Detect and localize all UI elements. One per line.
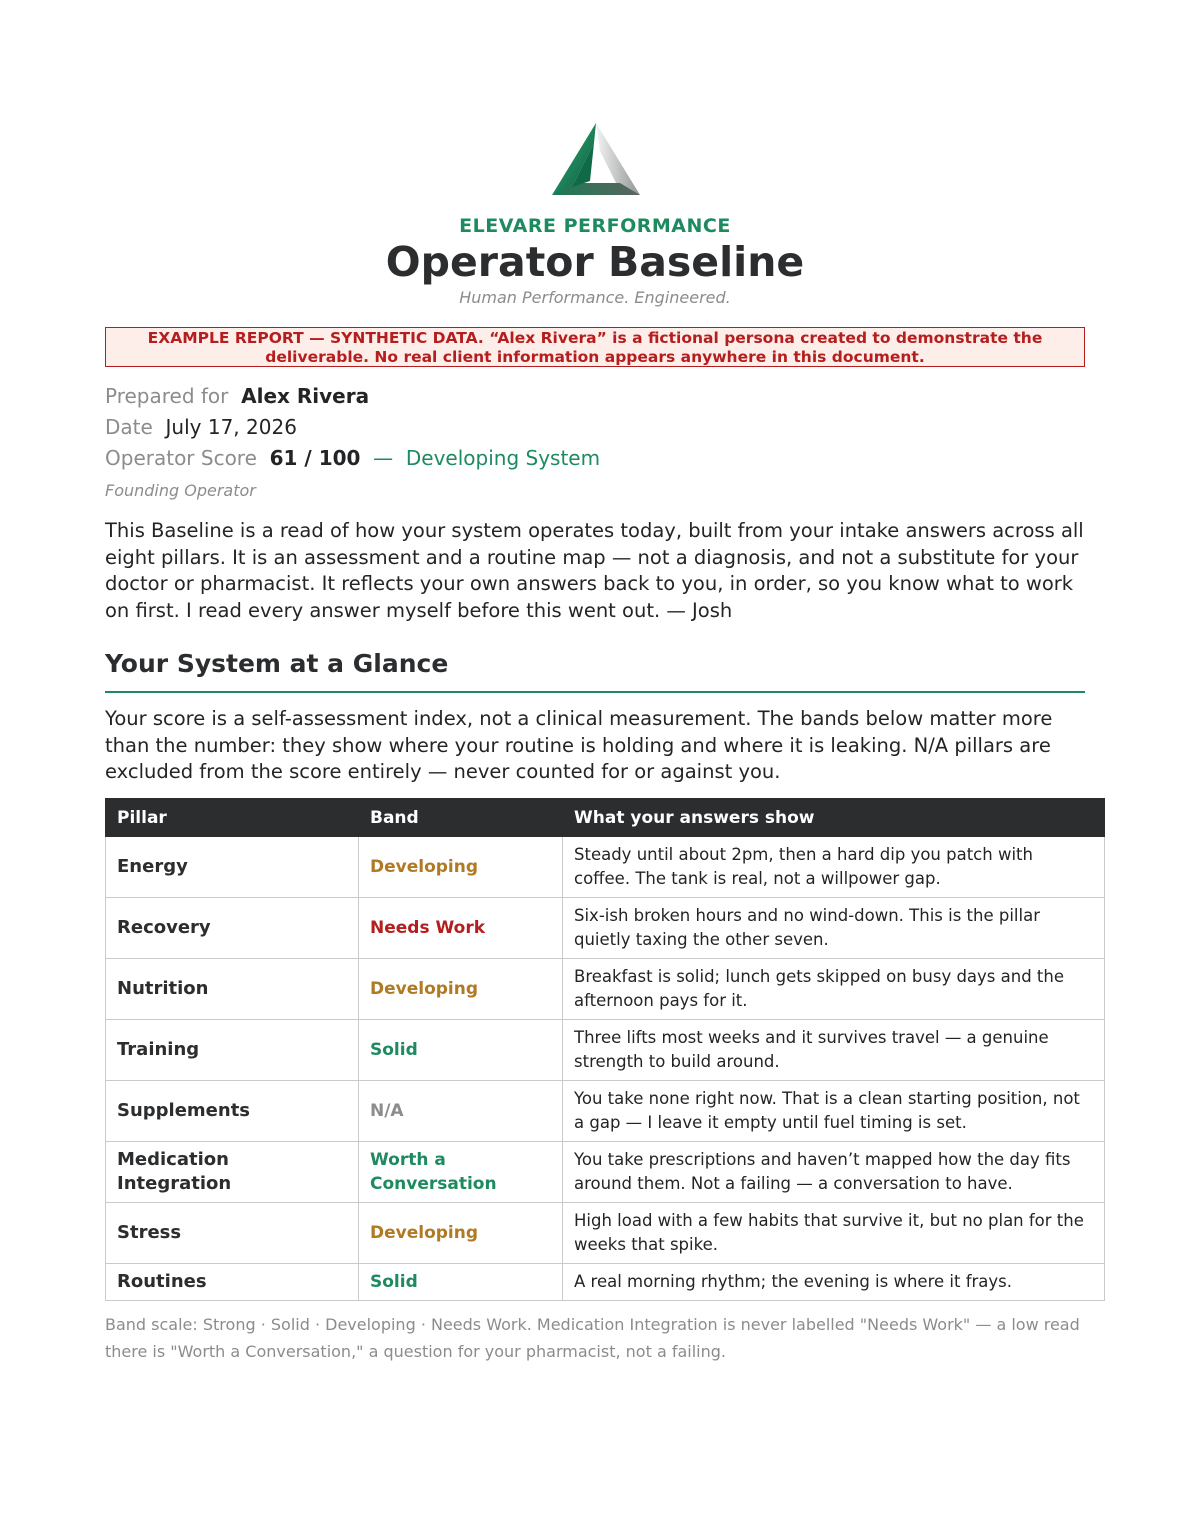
brand-name: ELEVARE PERFORMANCE	[459, 215, 731, 237]
pillar-note: Steady until about 2pm, then a hard dip you patch with coffee. The tank is real, not a willpower gap.	[563, 837, 1105, 898]
section-heading-glance: Your System at a Glance	[105, 649, 449, 678]
pillar-note: Breakfast is solid; lunch gets skipped on busy days and the afternoon pays for it.	[563, 959, 1105, 1020]
tagline: Human Performance. Engineered.	[459, 288, 731, 307]
intro-paragraph: This Baseline is a read of how your system operates today, built from your intake answers across all eight pillars. It is an assessment and a routine map — not a diagnosis, and not a substitute for your doctor or pharmacist. It reflects your own answers back to you, in order, so you know what to work on first. I read every answer myself before this went out. — Josh	[105, 519, 1084, 623]
disclaimer-line-2: deliverable. No real client information appears anywhere in this document.	[265, 348, 925, 366]
section-divider	[105, 691, 1085, 693]
pillar-name: Training	[106, 1020, 359, 1081]
table-row	[106, 898, 1105, 959]
date-row	[105, 415, 297, 439]
band-label: Worth a Conversation	[359, 1142, 563, 1203]
band-label: Solid	[359, 1020, 563, 1081]
pillars-table	[105, 798, 1105, 1301]
table-row	[106, 1142, 1105, 1203]
band-label: Solid	[359, 1264, 563, 1301]
pillar-name: Routines	[106, 1264, 359, 1301]
date-label: Date	[105, 415, 153, 439]
band-label: Needs Work	[359, 898, 563, 959]
operator-score-label: Operator Score	[105, 446, 257, 470]
column-header-notes: What your answers show	[563, 799, 1105, 837]
pillar-note: A real morning rhythm; the evening is where it frays.	[563, 1264, 1105, 1301]
band-label: Developing	[359, 837, 563, 898]
operator-score-band: Developing System	[405, 446, 601, 470]
table-row	[106, 1081, 1105, 1142]
column-header-band: Band	[359, 799, 563, 837]
pillar-name: Recovery	[106, 898, 359, 959]
operator-score-row	[105, 446, 600, 470]
client-name: Alex Rivera	[241, 384, 370, 408]
page-title: Operator Baseline	[385, 238, 805, 286]
table-row	[106, 959, 1105, 1020]
pillar-note: You take prescriptions and haven’t mapped how the day fits around them. Not a failing — a conversation to have.	[563, 1142, 1105, 1203]
score-separator: —	[373, 446, 394, 470]
operator-tier: Founding Operator	[105, 481, 256, 500]
table-row	[106, 837, 1105, 898]
pillar-note: Six-ish broken hours and no wind-down. This is the pillar quietly taxing the other seven.	[563, 898, 1105, 959]
glance-intro-paragraph: Your score is a self-assessment index, not a clinical measurement. The bands below matter more than the number: they show where your routine is holding and where it is leaking. N/A pillars are excluded from the score entirely — never counted for or against you.	[105, 707, 1053, 784]
pillar-name: Stress	[106, 1203, 359, 1264]
disclaimer-line-1: EXAMPLE REPORT — SYNTHETIC DATA. “Alex Rivera” is a fictional persona created to demonstrate the	[147, 329, 1043, 347]
triangle-logo-icon	[550, 121, 642, 197]
pillar-name: Nutrition	[106, 959, 359, 1020]
band-label: Developing	[359, 959, 563, 1020]
pillar-note: High load with a few habits that survive it, but no plan for the weeks that spike.	[563, 1203, 1105, 1264]
pillar-name: Supplements	[106, 1081, 359, 1142]
table-row	[106, 1264, 1105, 1301]
pillar-note: You take none right now. That is a clean starting position, not a gap — I leave it empty until fuel timing is set.	[563, 1081, 1105, 1142]
operator-score-value: 61 / 100	[269, 446, 361, 470]
table-row	[106, 1020, 1105, 1081]
report-date: July 17, 2026	[165, 415, 297, 439]
table-header-row	[106, 799, 1105, 837]
table-row	[106, 1203, 1105, 1264]
band-scale-footnote: Band scale: Strong · Solid · Developing · Needs Work. Medication Integration is never labelled "Needs Work" — a low read there is "Worth a Conversation," a question for your pharmacist, not a failing.	[105, 1315, 1080, 1361]
pillar-note: Three lifts most weeks and it survives travel — a genuine strength to build around.	[563, 1020, 1105, 1081]
band-label: N/A	[359, 1081, 563, 1142]
pillar-name: Energy	[106, 837, 359, 898]
column-header-pillar: Pillar	[106, 799, 359, 837]
prepared-for-label: Prepared for	[105, 384, 229, 408]
synthetic-data-disclaimer	[105, 327, 1085, 367]
pillar-name: Medication Integration	[106, 1142, 359, 1203]
band-label: Developing	[359, 1203, 563, 1264]
prepared-for-row	[105, 384, 369, 408]
